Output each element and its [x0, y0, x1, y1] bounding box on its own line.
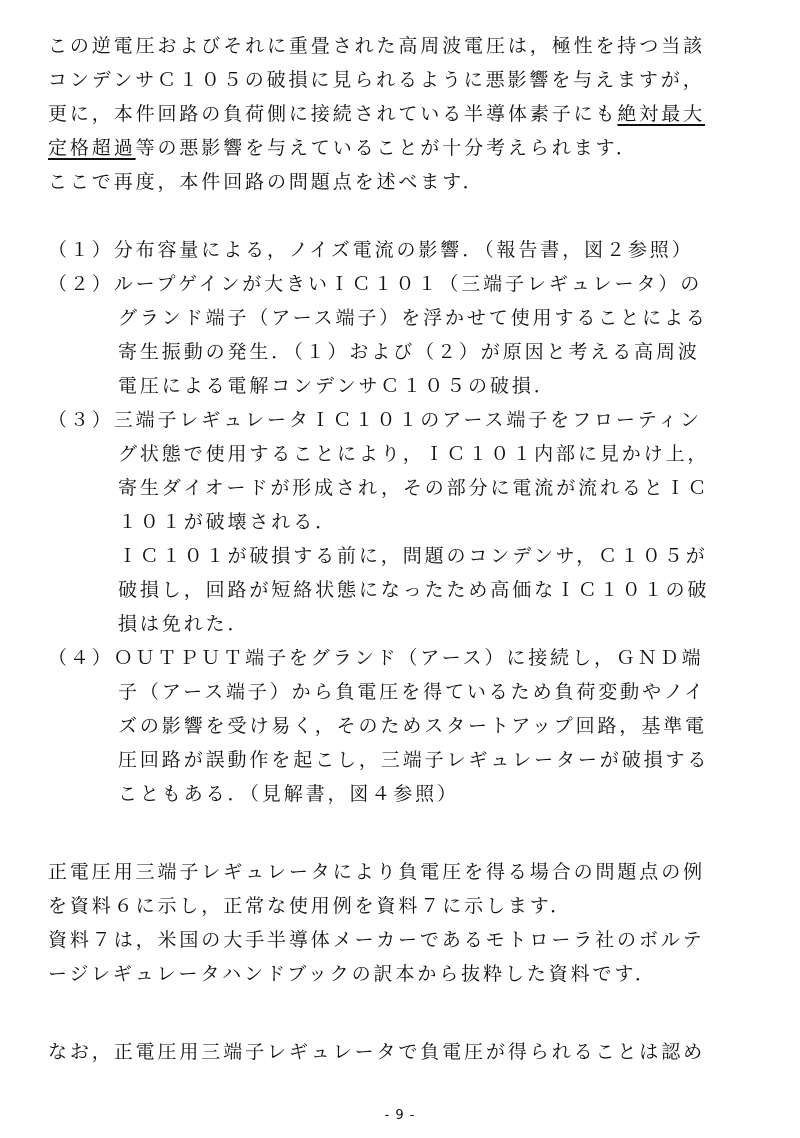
- list-item-4-line-1: （４）ＯＵＴＰＵＴ端子をグランド（アース）に接続し，ＧＮＤ端: [48, 647, 704, 669]
- list-item-3-line-5: ＩＣ１０１が破損する前に，問題のコンデンサ，Ｃ１０５が: [118, 545, 708, 567]
- list-item-4-line-5: こともある．（見解書，図４参照）: [118, 783, 459, 805]
- list-item-2-line-1: （２）ループゲインが大きいＩＣ１０１（三端子レギュレータ）の: [48, 273, 703, 295]
- list-item-2-line-4: 電圧による電解コンデンサＣ１０５の破損．: [118, 375, 556, 397]
- underlined-phrase-part-2: 定格超過: [48, 137, 136, 159]
- paragraph-1-line-3: [48, 102, 705, 126]
- list-item-2-line-3: 寄生振動の発生．（１）および（２）が原因と考える高周波: [118, 341, 700, 363]
- paragraph-1-line-2: コンデンサＣ１０５の破損に見られるように悪影響を与えますが，: [48, 69, 705, 91]
- paragraph-3-line-1: なお，正電圧用三端子レギュレータで負電圧が得られることは認め: [48, 1041, 706, 1063]
- list-item-3-line-2: グ状態で使用することにより，ＩＣ１０１内部に見かけ上，: [118, 443, 710, 465]
- list-item-3-line-7: 損は免れた．: [118, 613, 250, 635]
- list-item-4-line-4: 圧回路が誤動作を起こし，三端子レギュレーターが破損する: [118, 749, 710, 771]
- list-item-4-line-3: ズの影響を受け易く，そのためスタートアップ回路，基準電: [118, 715, 708, 737]
- paragraph-1-line-5: ここで再度，本件回路の問題点を述べます．: [48, 171, 485, 193]
- paragraph-1-line-3-text: 更に，本件回路の負荷側に接続されている半導体素子にも: [48, 103, 618, 125]
- list-item-3-line-6: 破損し，回路が短絡状態になったため高価なＩＣ１０１の破: [118, 579, 710, 601]
- list-item-3-line-1: （３）三端子レギュレータＩＣ１０１のアース端子をフローティン: [48, 409, 702, 431]
- list-item-3-line-3: 寄生ダイオードが形成され，その部分に電流が流れるとＩＣ: [118, 477, 710, 499]
- paragraph-2-line-4: ージレギュレータハンドブックの訳本から抜粋した資料です．: [48, 963, 657, 985]
- list-item-1-line-1: （１）分布容量による，ノイズ電流の影響．（報告書，図２参照）: [48, 239, 694, 261]
- underlined-phrase-part-1: 絶対最大: [617, 103, 706, 125]
- list-item-4-line-2: 子（アース端子）から負電圧を得ているため負荷変動やノイ: [118, 681, 707, 703]
- paragraph-2-line-2: を資料６に示し，正常な使用例を資料７に示します．: [48, 895, 573, 917]
- paragraph-1-line-1: この逆電圧およびそれに重畳された高周波電圧は，極性を持つ当該: [48, 35, 706, 57]
- page-number: - 9 -: [384, 1108, 416, 1123]
- list-item-2-line-2: グランド端子（アース端子）を浮かせて使用することによる: [118, 307, 708, 329]
- list-item-3-line-4: １０１が破壊される．: [118, 511, 338, 533]
- paragraph-1-line-4-text: 等の悪影響を与えていることが十分考えられます．: [135, 137, 638, 159]
- paragraph-2-line-1: 正電圧用三端子レギュレータにより負電圧を得る場合の問題点の例: [48, 861, 706, 883]
- paragraph-2-line-3: 資料７は，米国の大手半導体メーカーであるモトローラ社のボルテ: [48, 929, 705, 951]
- paragraph-1-line-4: [48, 136, 638, 160]
